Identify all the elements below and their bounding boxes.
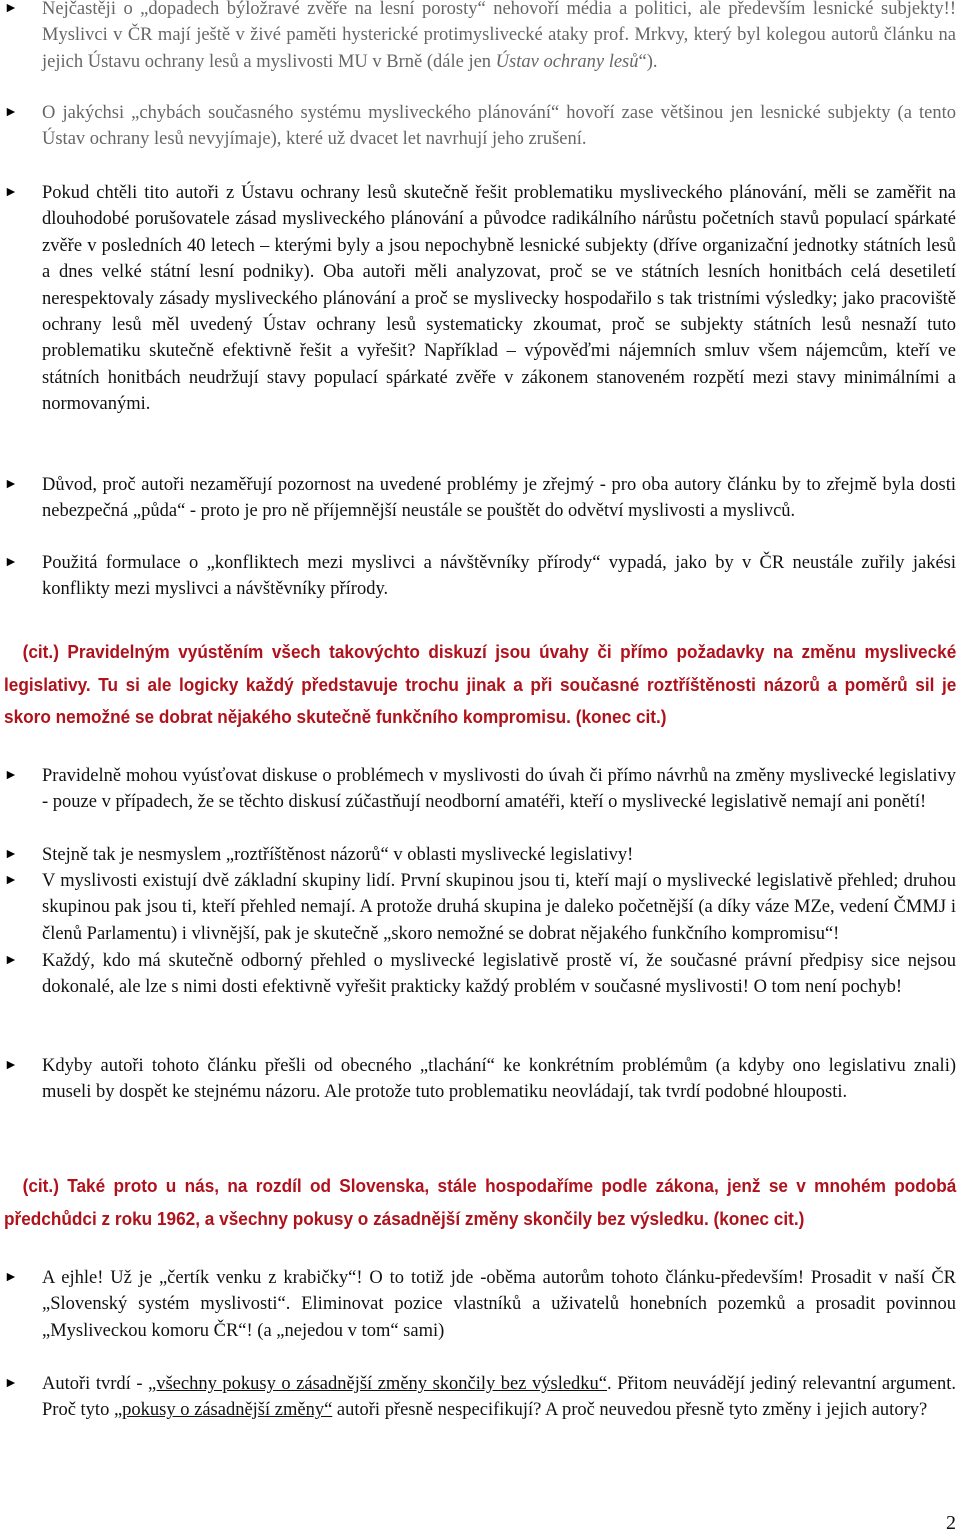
- text-run: Ústav ochrany lesů: [495, 51, 639, 72]
- text-run: autoři přesně nespecifikují? A proč neuvedou přesně tyto změny i jejich autory?: [332, 1400, 928, 1421]
- list-item: [4, 472, 956, 525]
- list-item: [4, 100, 956, 153]
- bullet-arrow-icon: ►: [4, 873, 18, 888]
- page-number: 2: [946, 1512, 956, 1534]
- list-item: [4, 1371, 956, 1424]
- text-run: „všechny pokusy o zásadnější změny skončily bez výsledku“: [148, 1374, 608, 1394]
- bullet-arrow-icon: ►: [4, 1058, 18, 1073]
- text-run: . Přitom neuvádějí jediný relevantní argument. Proč tyto: [42, 1374, 956, 1421]
- list-item: [4, 550, 956, 603]
- bullet-arrow-icon: ►: [4, 953, 18, 968]
- bullet-arrow-icon: ►: [4, 1270, 18, 1285]
- list-item: [4, 180, 956, 418]
- text-run: Pravidelně mohou vyúsťovat diskuse o problémech v myslivosti do úvah či přímo návrhů na změny myslivecké legislativy - pouze v případech, že se těchto diskusí zúčastňují neodborní amatéři, kteří o myslivecké legislativě nemají ani ponětí!: [42, 766, 956, 813]
- list-item: [4, 1053, 956, 1106]
- bullet-arrow-icon: ►: [4, 185, 18, 200]
- bullet-arrow-icon: ►: [4, 555, 18, 570]
- list-item: [4, 868, 956, 947]
- citation-2: (cit.) Také proto u nás, na rozdíl od Slovenska, stále hospodaříme podle zákona, jenž se v mnohém podobá předchůdci z roku 1962, a všechny pokusy o zásadnější změny skončily bez výsledku. (konec cit.): [4, 1175, 957, 1229]
- text-run: O jakýchsi „chybách současného systému mysliveckého plánování“ hovoří zase většinou jen lesnické subjekty (a tento Ústav ochrany lesů nevyjímaje), které už dvacet let navrhují jeho zrušení.: [42, 103, 956, 150]
- text-run: Pokud chtěli tito autoři z Ústavu ochrany lesů skutečně řešit problematiku mysliveckého plánování, měli se zaměřit na dlouhodobé porušovatele zásad mysliveckého plánování a původce radikálního nárůstu početních stavů populací spárkaté zvěře v posledních 40 letech – kterými byly a jsou nepochybně lesnické subjekty (dříve organizační jednotky státních lesů a dnes velké státní lesní podniky). Oba autoři měli analyzovat, proč se ve státních lesních honitbách celá desetiletí nerespektovaly zásady mysliveckého plánování a proč se myslivecky hospodařilo s tak tristními výsledky; jako pracoviště ochrany lesů měl uvedený Ústav ochrany lesů systematicky zkoumat, proč se subjekty státních lesů nesnaží tuto problematiku skutečně efektivně řešit a vyřešit? Například – výpověďmi nájemních smluv všem nájemcům, kteří ve státních honitbách neudržují stavy populací spárkaté zvěře v zákonem stanoveném rozpětí mezi stavy minimálními a normovanými.: [42, 183, 956, 415]
- text-run: Důvod, proč autoři nezaměřují pozornost na uvedené problémy je zřejmý - pro oba autory článku by to zřejmě byla dosti nebezpečná „půda“ - proto je pro ně příjemnější neustále se pouštět do odvětví myslivosti a myslivců.: [42, 475, 956, 522]
- list-item: [4, 763, 956, 816]
- list-item: [4, 1265, 956, 1344]
- list-item: [4, 948, 956, 1001]
- bullet-arrow-icon: ►: [4, 768, 18, 783]
- text-run: A ejhle! Už je „čertík venku z krabičky“! O to totiž jde -oběma autorům tohoto článku-především! Prosadit v naší ČR „Slovenský systém myslivosti“. Eliminovat pozice vlastníků a uživatelů honebních pozemků a prosadit povinnou „Mysliveckou komoru ČR“! (a „nejedou v tom“ sami): [42, 1268, 956, 1341]
- list-item: [4, 842, 956, 868]
- bullet-arrow-icon: ►: [4, 1, 18, 16]
- citation-1: (cit.) Pravidelným vyústěním všech takovýchto diskuzí jsou úvahy či přímo požadavky na změnu myslivecké legislativy. Tu si ale logicky každý představuje trochu jinak a při současné roztříštěnosti názorů a poměrů sil je skoro nemožné se dobrat nějakého skutečně funkčního kompromisu. (konec cit.): [4, 641, 957, 727]
- text-run: Každý, kdo má skutečně odborný přehled o myslivecké legislativě prostě ví, že současné právní předpisy sice nejsou dokonalé, ale lze s nimi dosti efektivně vyřešit prakticky každý problém v současné myslivosti! O tom není pochyb!: [42, 951, 956, 998]
- bullet-arrow-icon: ►: [4, 477, 18, 492]
- bullet-arrow-icon: ►: [4, 1376, 18, 1391]
- text-run: Kdyby autoři tohoto článku přešli od obecného „tlachání“ ke konkrétním problémům (a kdyby ono legislativu znali) museli by dospět ke stejnému názoru. Ale protože tuto problematiku neovládají, tak tvrdí podobné hlouposti.: [42, 1056, 956, 1103]
- text-run: “).: [638, 51, 658, 72]
- text-run: Použitá formulace o „konfliktech mezi myslivci a návštěvníky přírody“ vypadá, jako by v ČR neustále zuřily jakési konflikty mezi myslivci a návštěvníky přírody.: [42, 553, 956, 600]
- text-run: Stejně tak je nesmyslem „roztříštěnost názorů“ v oblasti myslivecké legislativy!: [42, 845, 634, 865]
- list-item: [4, 0, 956, 75]
- text-run: Nejčastěji o „dopadech býložravé zvěře na lesní porosty“ nehovoří média a politici, ale především lesnické subjekty!! Myslivci v ČR mají ještě v živé paměti hysterické protimyslivecké ataky prof. Mrkvy, který byl kolegou autorů článku na jejich Ústavu ochrany lesů a myslivosti MU v Brně (dále jen: [42, 0, 956, 72]
- text-run: V myslivosti existují dvě základní skupiny lidí. První skupinou jsou ti, kteří mají o myslivecké legislativě přehled; druhou skupinou pak jsou ti, kteří přehled nemají. A protože druhá skupina je daleko početnější (a díky váze MZe, vedení ČMMJ i členů Parlamentu) i vlivnější, pak je skutečně „skoro nemožné se dobrat nějakého funkčního kompromisu“!: [42, 871, 956, 944]
- text-run: Autoři tvrdí -: [42, 1374, 149, 1394]
- text-run: „pokusy o zásadnější změny“: [113, 1400, 333, 1421]
- bullet-arrow-icon: ►: [4, 105, 18, 120]
- bullet-arrow-icon: ►: [4, 847, 18, 862]
